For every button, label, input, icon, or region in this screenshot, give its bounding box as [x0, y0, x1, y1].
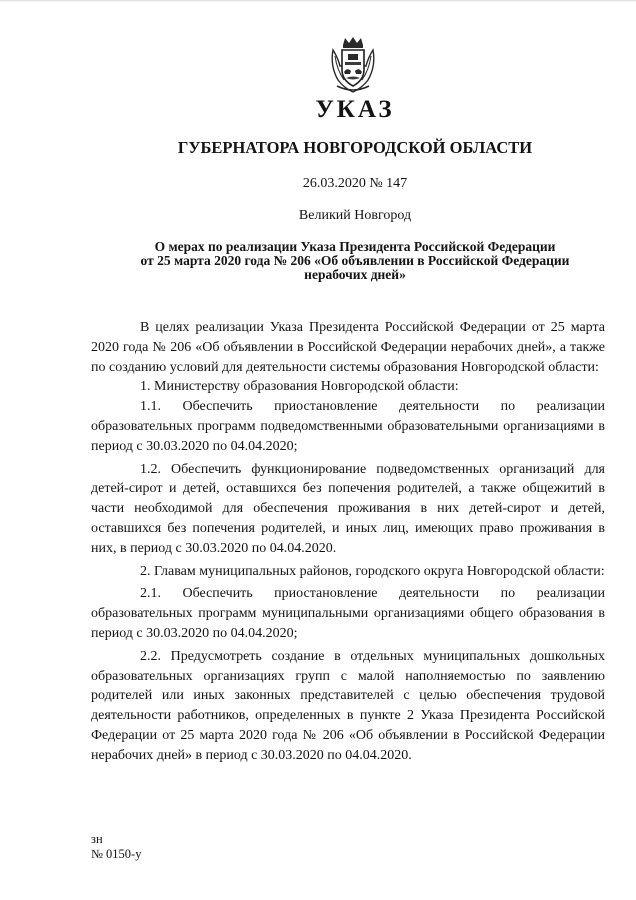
body-paragraph-item-1: 1. Министерству образования Новгородской области: — [140, 379, 459, 395]
footer-doc-code: № 0150-у — [91, 847, 142, 861]
decree-heading — [80, 240, 630, 282]
body-paragraph-item-2: 2. Главам муниципальных районов, городского округа Новгородской области: — [140, 563, 605, 579]
novgorod-coat-of-arms-icon — [328, 36, 378, 94]
body-paragraph-item-2-2: 2.2. Предусмотреть создание в отдельных муниципальных дошкольных образовательных организациях групп с малой наполняемостью по заявлению родителей или иных законных представителей с целью обеспечения трудовой деятельности работников, определенных в пункте 2 Указа Президента Российской Федерации от 25 марта 2020 года № 206 «Об объявлении в Российской Федерации нерабочих дней» в период с 30.03.2020 по 04.04.2020. — [91, 648, 605, 763]
footer-marks — [91, 832, 141, 862]
decree-heading-line: нерабочих дней» — [304, 267, 406, 282]
body-paragraph-item-2-1: 2.1. Обеспечить приостановление деятельности по реализации образовательных программ муниципальными организациями общего образования в период с 30.03.2020 по 04.04.2020; — [91, 586, 605, 641]
decree-body — [91, 318, 605, 766]
date-and-number: 26.03.2020 № 147 — [302, 176, 408, 191]
decree-heading-line: О мерах по реализации Указа Президента Российской Федерации — [154, 239, 556, 254]
body-paragraph-item-1-2: 1.2. Обеспечить функционирование подведомственных организаций для детей-сирот и детей, оставшихся без попечения родителей, а также общежитий в части необходимой для обеспечения проживания в них детей-сирот и детей, оставшихся без попечения родителей, и иных лиц, имеющих право проживания в них, в период с 30.03.2020 по 04.04.2020. — [91, 461, 605, 556]
decree-heading-line: от 25 марта 2020 года № 206 «Об объявлении в Российской Федерации — [140, 253, 570, 268]
body-paragraph-item-1-1: 1.1. Обеспечить приостановление деятельности по реализации образовательных программ подведомственными образовательными организациями в период с 30.03.2020 по 04.04.2020; — [91, 399, 605, 454]
footer-initials: зн — [91, 832, 103, 846]
scan-edge — [0, 0, 636, 2]
issuer-title: ГУБЕРНАТОРА НОВГОРОДСКОЙ ОБЛАСТИ — [177, 138, 533, 157]
body-paragraph-preamble: В целях реализации Указа Президента Российской Федерации от 25 марта 2020 года № 206 «Об объявлении в Российской Федерации нерабочих дней», а также по созданию условий для деятельности системы образования Новгородской области: — [91, 320, 605, 375]
document-type-title: УКАЗ — [315, 96, 395, 123]
city: Великий Новгород — [298, 208, 412, 223]
